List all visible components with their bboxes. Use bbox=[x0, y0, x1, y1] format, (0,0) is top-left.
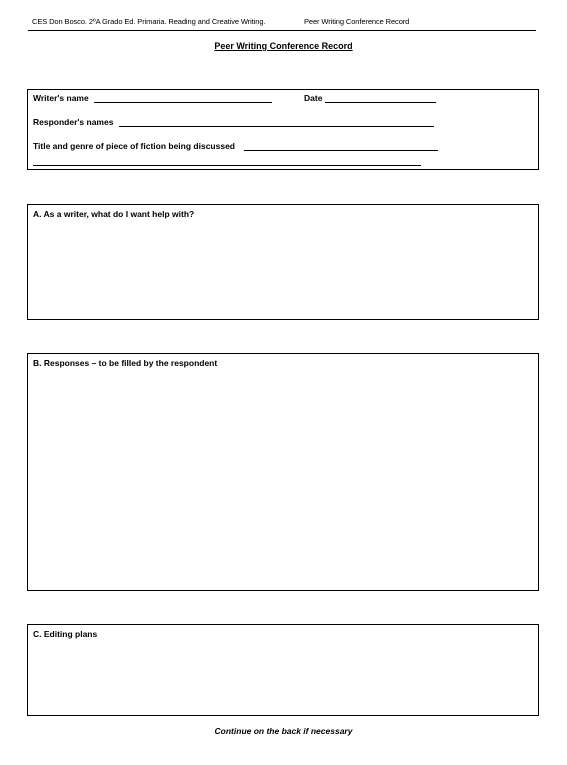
document-title: Peer Writing Conference Record bbox=[214, 41, 353, 51]
title-genre-line-2[interactable] bbox=[33, 165, 421, 166]
header-divider bbox=[28, 30, 536, 31]
footer-note: Continue on the back if necessary bbox=[214, 726, 353, 736]
info-box bbox=[27, 89, 539, 170]
title-genre-label: Title and genre of piece of fiction being discussed bbox=[33, 141, 235, 151]
responder-names-label: Responder's names bbox=[33, 117, 114, 127]
date-label: Date bbox=[304, 93, 323, 103]
section-a-title: A. As a writer, what do I want help with? bbox=[33, 209, 195, 219]
writer-name-label: Writer's name bbox=[33, 93, 89, 103]
writer-name-line[interactable] bbox=[94, 102, 272, 103]
section-a-box[interactable] bbox=[27, 204, 539, 320]
header-right: Peer Writing Conference Record bbox=[304, 17, 410, 26]
header-left: CES Don Bosco. 2ºA Grado Ed. Primaria. Reading and Creative Writing. bbox=[32, 17, 266, 26]
date-line[interactable] bbox=[325, 102, 436, 103]
responder-names-line[interactable] bbox=[119, 126, 434, 127]
section-c-title: C. Editing plans bbox=[33, 629, 98, 639]
title-genre-line[interactable] bbox=[244, 150, 438, 151]
section-b-box[interactable] bbox=[27, 353, 539, 591]
section-b-title: B. Responses – to be filled by the respondent bbox=[33, 358, 218, 368]
section-c-box[interactable] bbox=[27, 624, 539, 716]
